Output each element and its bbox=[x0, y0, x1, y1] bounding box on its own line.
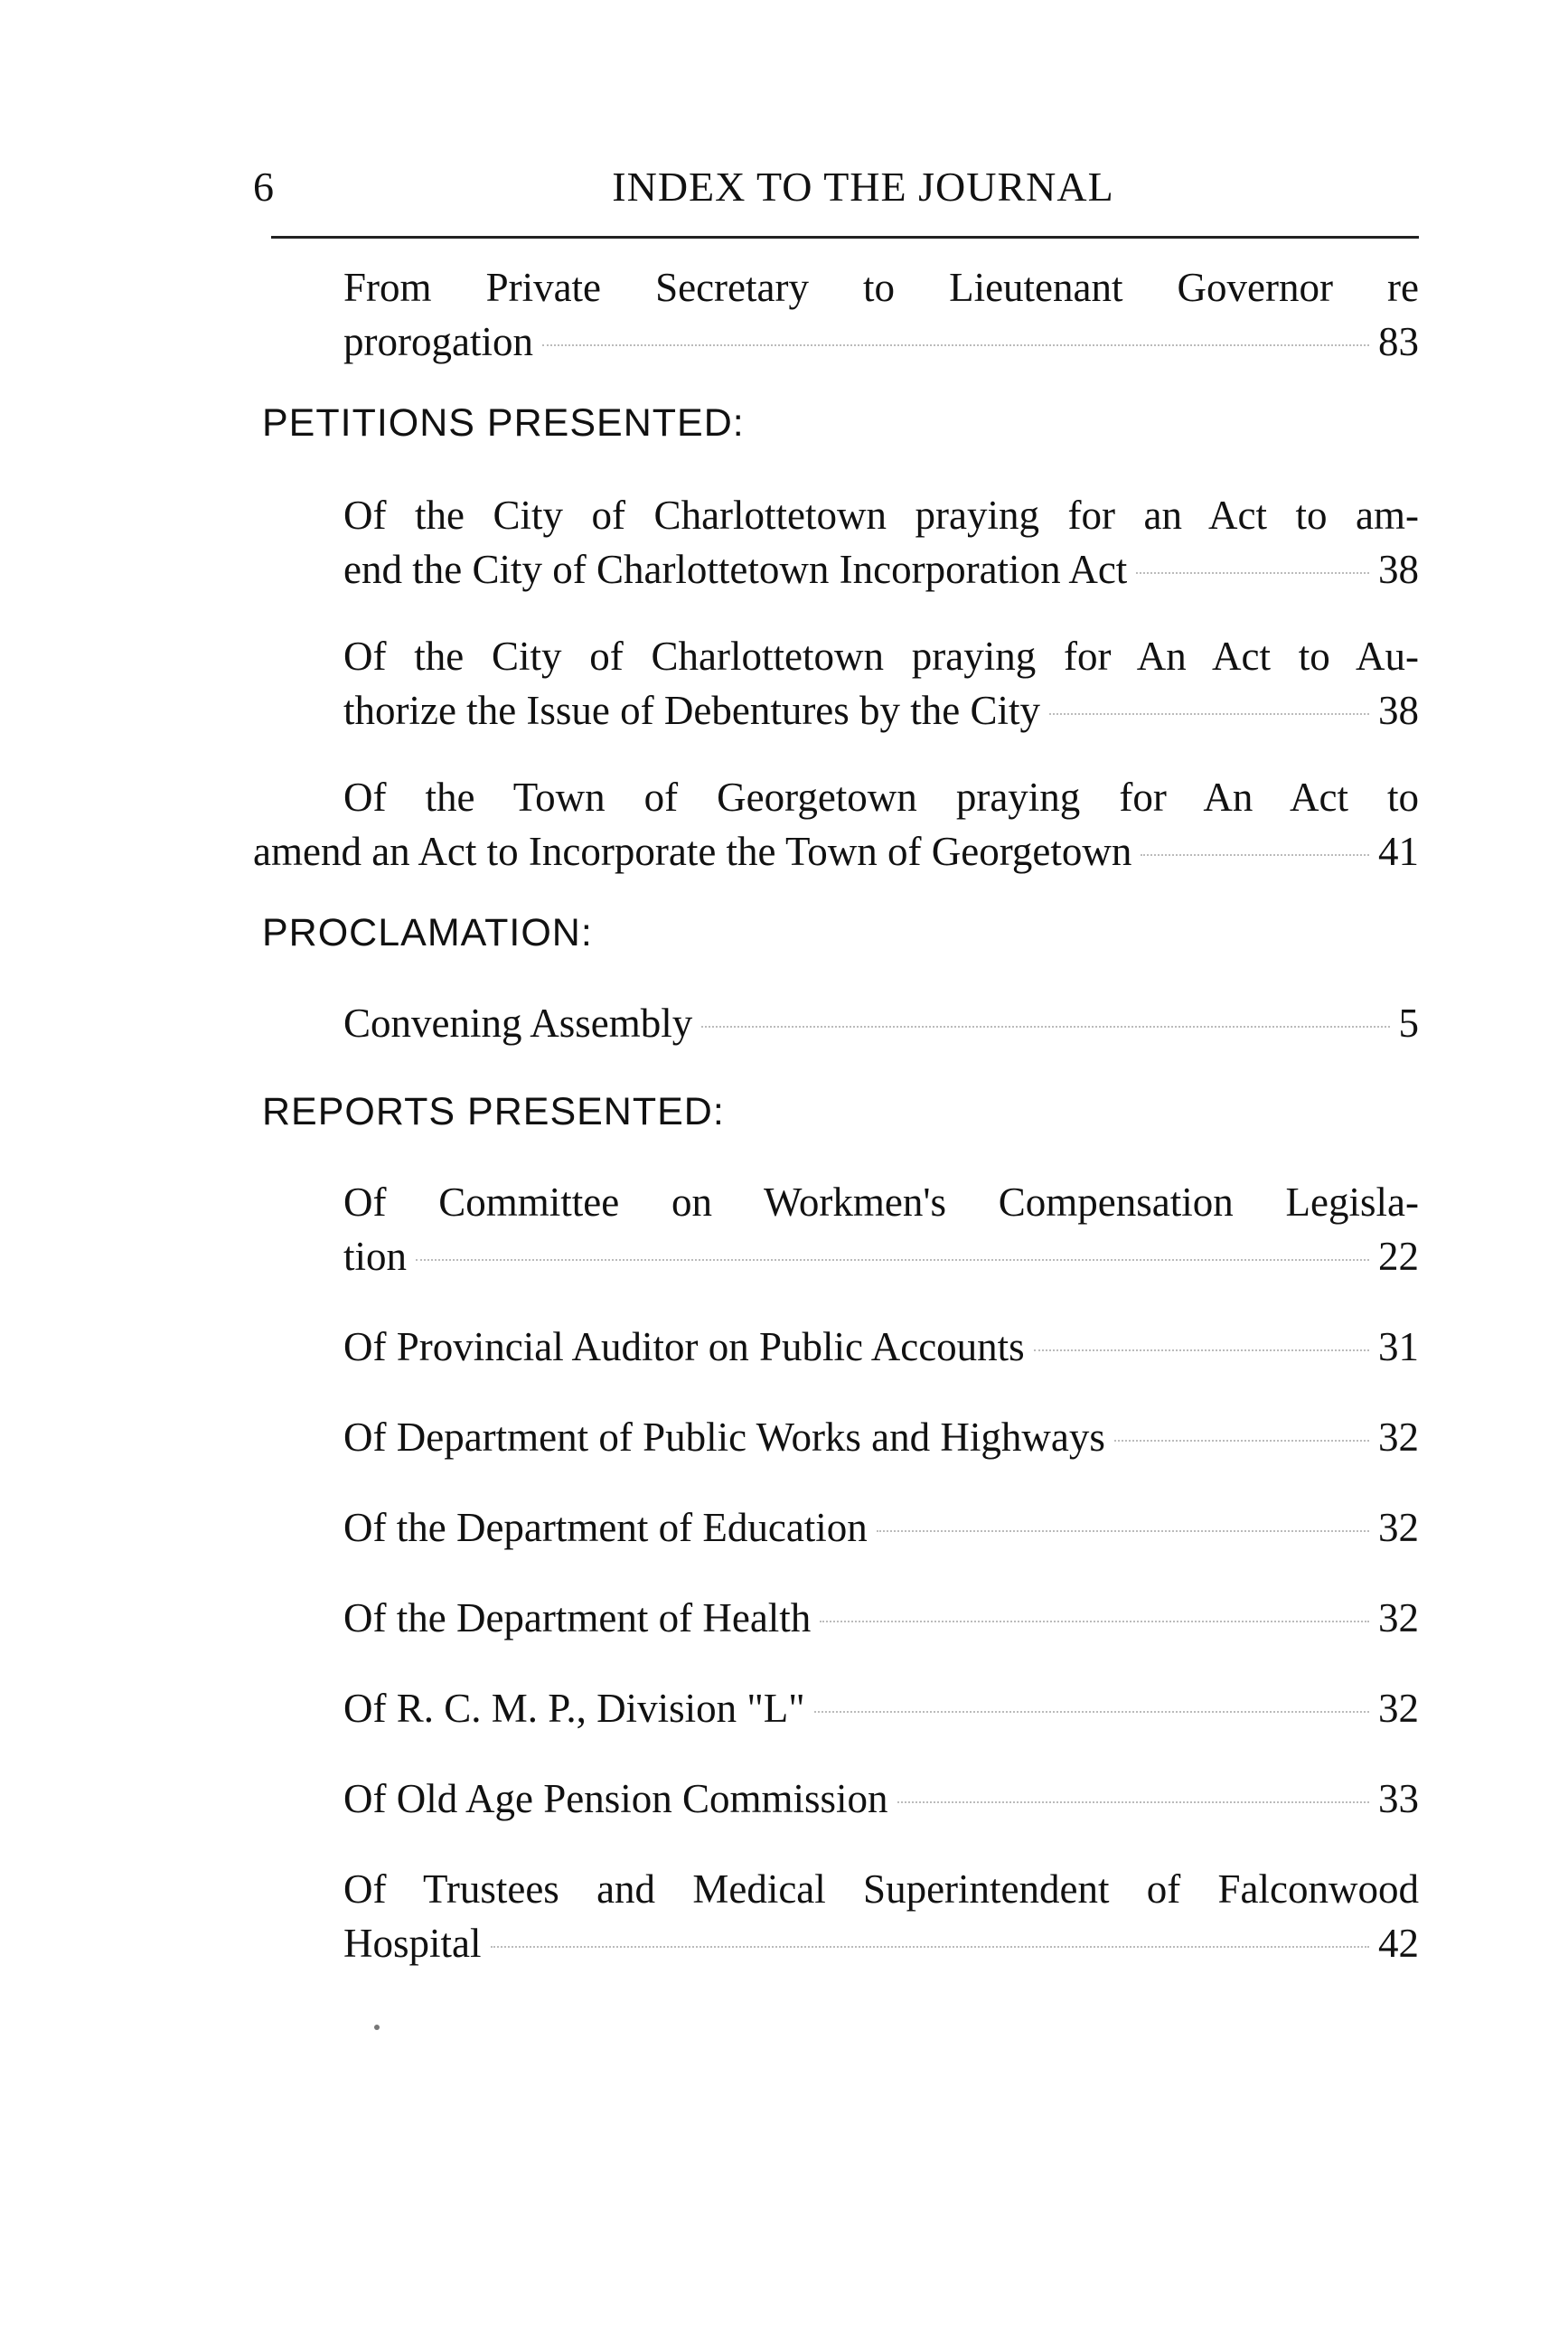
dot-leader bbox=[416, 1259, 1369, 1261]
index-entry bbox=[343, 1681, 1419, 1735]
stray-mark bbox=[374, 2025, 380, 2030]
page-reference: 22 bbox=[1378, 1234, 1419, 1279]
page-reference: 38 bbox=[1378, 547, 1419, 592]
dot-leader bbox=[491, 1946, 1370, 1948]
index-entry bbox=[343, 1410, 1419, 1464]
index-entry bbox=[343, 488, 1419, 597]
entry-text: tion bbox=[343, 1234, 408, 1279]
section-heading-proclamation: PROCLAMATION: bbox=[262, 911, 593, 954]
dot-leader bbox=[820, 1621, 1369, 1622]
page-reference: 32 bbox=[1378, 1415, 1419, 1460]
page-reference: 41 bbox=[1378, 829, 1419, 874]
entry-text: Hospital bbox=[343, 1921, 482, 1966]
entry-text: Of the Department of Education bbox=[343, 1505, 868, 1550]
dot-leader bbox=[1034, 1349, 1369, 1351]
index-entry bbox=[253, 770, 1419, 879]
entry-text: Of R. C. M. P., Division "L" bbox=[343, 1686, 805, 1731]
entry-text: Of Old Age Pension Commission bbox=[343, 1776, 888, 1821]
page-reference: 32 bbox=[1378, 1686, 1419, 1731]
index-entry bbox=[343, 1591, 1419, 1645]
page-header bbox=[253, 163, 1419, 213]
entry-line: Of Trustees and Medical Superintendent of Falconwood bbox=[343, 1866, 1419, 1912]
dot-leader bbox=[1136, 572, 1369, 574]
dot-leader bbox=[814, 1711, 1369, 1713]
dot-leader bbox=[1049, 713, 1369, 715]
dot-leader bbox=[877, 1530, 1369, 1532]
index-entry bbox=[343, 629, 1419, 738]
entry-line: From Private Secretary to Lieutenant Governor re bbox=[343, 265, 1419, 310]
page-reference: 32 bbox=[1378, 1595, 1419, 1640]
page-reference: 38 bbox=[1378, 688, 1419, 733]
page-reference: 5 bbox=[1398, 1001, 1419, 1046]
page-reference: 31 bbox=[1378, 1324, 1419, 1369]
entry-text: Of Department of Public Works and Highways bbox=[343, 1415, 1105, 1460]
dot-leader bbox=[1114, 1440, 1369, 1442]
entry-line: Of the City of Charlottetown praying for an Act to am- bbox=[343, 493, 1419, 538]
dot-leader bbox=[897, 1801, 1369, 1803]
entry-text: Convening Assembly bbox=[343, 1001, 693, 1046]
page-reference: 83 bbox=[1378, 319, 1419, 364]
running-title: INDEX TO THE JOURNAL bbox=[612, 164, 1114, 210]
index-entry bbox=[343, 260, 1419, 369]
entry-text: Of Provincial Auditor on Public Accounts bbox=[343, 1324, 1025, 1369]
index-entry bbox=[343, 996, 1419, 1050]
dot-leader bbox=[1141, 854, 1369, 856]
entry-text: end the City of Charlottetown Incorporation Act bbox=[343, 547, 1128, 592]
entry-text: Of the Department of Health bbox=[343, 1595, 812, 1640]
entry-text: amend an Act to Incorporate the Town of Georgetown bbox=[253, 829, 1132, 874]
entry-line: Of Committee on Workmen's Compensation Legisla- bbox=[343, 1180, 1419, 1225]
page-reference: 33 bbox=[1378, 1776, 1419, 1821]
index-entry bbox=[343, 1175, 1419, 1283]
index-content bbox=[253, 260, 1419, 1970]
dot-leader bbox=[701, 1026, 1389, 1028]
page-reference: 32 bbox=[1378, 1505, 1419, 1550]
entry-text: thorize the Issue of Debentures by the City bbox=[343, 688, 1041, 733]
header-rule bbox=[271, 236, 1419, 239]
dot-leader bbox=[542, 344, 1369, 346]
index-entry bbox=[343, 1320, 1419, 1374]
section-heading-reports: REPORTS PRESENTED: bbox=[262, 1090, 725, 1133]
index-entry bbox=[343, 1772, 1419, 1826]
section-heading-petitions: PETITIONS PRESENTED: bbox=[262, 401, 745, 445]
page-number: 6 bbox=[253, 164, 274, 210]
entry-line: Of the City of Charlottetown praying for An Act to Au- bbox=[343, 634, 1419, 679]
index-entry bbox=[343, 1500, 1419, 1555]
entry-text: prorogation bbox=[343, 319, 533, 364]
page-reference: 42 bbox=[1378, 1921, 1419, 1966]
index-entry bbox=[343, 1862, 1419, 1970]
entry-line: Of the Town of Georgetown praying for An Act to bbox=[343, 775, 1419, 820]
